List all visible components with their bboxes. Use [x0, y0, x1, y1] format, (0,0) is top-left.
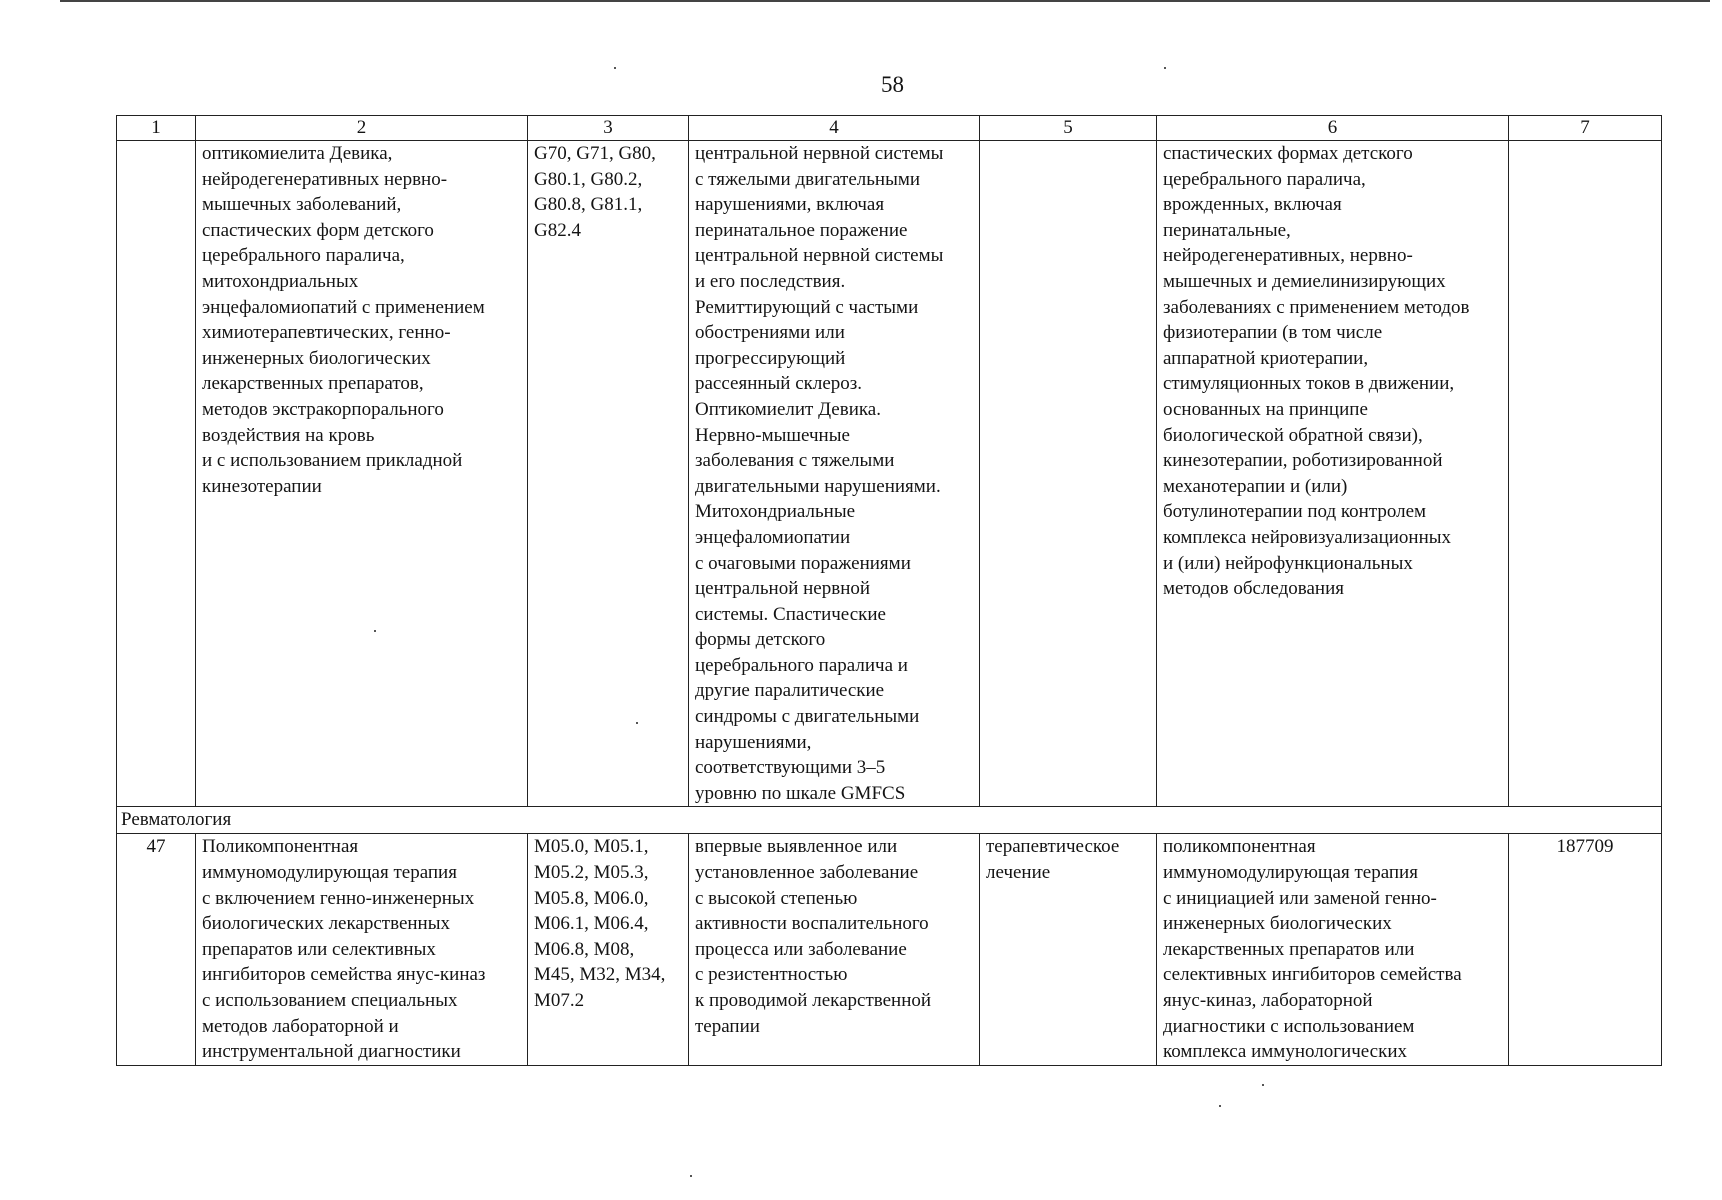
cell-cost: 187709 [1509, 834, 1662, 1065]
cell-treatment-type [980, 141, 1157, 807]
scan-speck [636, 722, 638, 724]
cell-cost [1509, 141, 1662, 807]
scan-speck [1262, 1084, 1264, 1086]
cell-icd-codes: G70, G71, G80, G80.1, G80.2, G80.8, G81.1, G82.4 [528, 141, 689, 807]
header-cell-7: 7 [1509, 116, 1662, 141]
cell-treatment-method: поликомпонентная иммуномодулирующая терапия с инициацией или заменой генно- инженерных биологических лекарственных препаратов или селективных ингибиторов семейства янус-киназ, лабораторной диагностики с использованием комплекса иммунологических [1157, 834, 1509, 1065]
cell-patient-model: впервые выявленное или установленное заболевание с высокой степенью активности воспалительного процесса или заболевание с резистентностью к проводимой лекарственной терапии [689, 834, 980, 1065]
cell-patient-model: центральной нервной системы с тяжелыми двигательными нарушениями, включая перинатальное поражение центральной нервной системы и его последствия. Ремиттирующий с частыми обострениями или прогрессирующий рассеянный склероз. Оптикомиелит Девика. Нервно-мышечные заболевания с тяжелыми двигательными нарушениями. Митохондриальные энцефаломиопатии с очаговыми поражениями центральной нервной системы. Спастические формы детского церебрального паралича и другие паралитические синдромы с двигательными нарушениями, соответствующими 3–5 уровню по шкале GMFCS [689, 141, 980, 807]
scan-speck [690, 1175, 692, 1177]
header-cell-1: 1 [117, 116, 196, 141]
page-number: 58 [881, 72, 904, 97]
section-title-rheumatology: Ревматология [117, 807, 1662, 834]
cell-number: 47 [117, 834, 196, 1065]
scan-speck [1219, 1105, 1221, 1107]
page-top-rule [60, 0, 1710, 2]
table-row-continuation [117, 141, 1662, 807]
header-cell-4: 4 [689, 116, 980, 141]
cell-icd-codes: M05.0, M05.1, M05.2, M05.3, M05.8, M06.0, M06.1, M06.4, M06.8, M08, M45, M32, M34, M07.2 [528, 834, 689, 1065]
cell-number [117, 141, 196, 807]
cell-care-type: оптикомиелита Девика, нейродегенеративных нервно- мышечных заболеваний, спастических форм детского церебрального паралича, митохондриальных энцефаломиопатий с применением химиотерапевтических, генно- инженерных биологических лекарственных препаратов, методов экстракорпорального воздействия на кровь и с использованием прикладной кинезотерапии [196, 141, 528, 807]
header-cell-3: 3 [528, 116, 689, 141]
header-cell-2: 2 [196, 116, 528, 141]
cell-treatment-type: терапевтическое лечение [980, 834, 1157, 1065]
table-row-47 [117, 834, 1662, 1065]
cell-treatment-method: спастических формах детского церебрального паралича, врожденных, включая перинатальные, нейродегенеративных, нервно- мышечных и демиелинизирующих заболеваниях с применением методов физиотерапии (в том числе аппаратной криотерапии, стимуляционных токов в движении, основанных на принципе биологической обратной связи), кинезотерапии, роботизированной механотерапии и (или) ботулинотерапии под контролем комплекса нейровизуализационных и (или) нейрофункциональных методов обследования [1157, 141, 1509, 807]
header-cell-5: 5 [980, 116, 1157, 141]
scan-speck [614, 67, 616, 69]
scan-speck [374, 630, 376, 632]
medical-care-table [116, 115, 1662, 1066]
cell-care-type: Поликомпонентная иммуномодулирующая терапия с включением генно-инженерных биологических лекарственных препаратов или селективных ингибиторов семейства янус-киназ с использованием специальных методов лабораторной и инструментальной диагностики [196, 834, 528, 1065]
scan-speck [1164, 67, 1166, 69]
header-cell-6: 6 [1157, 116, 1509, 141]
table-section-row [117, 807, 1662, 834]
table-header-row [117, 116, 1662, 141]
